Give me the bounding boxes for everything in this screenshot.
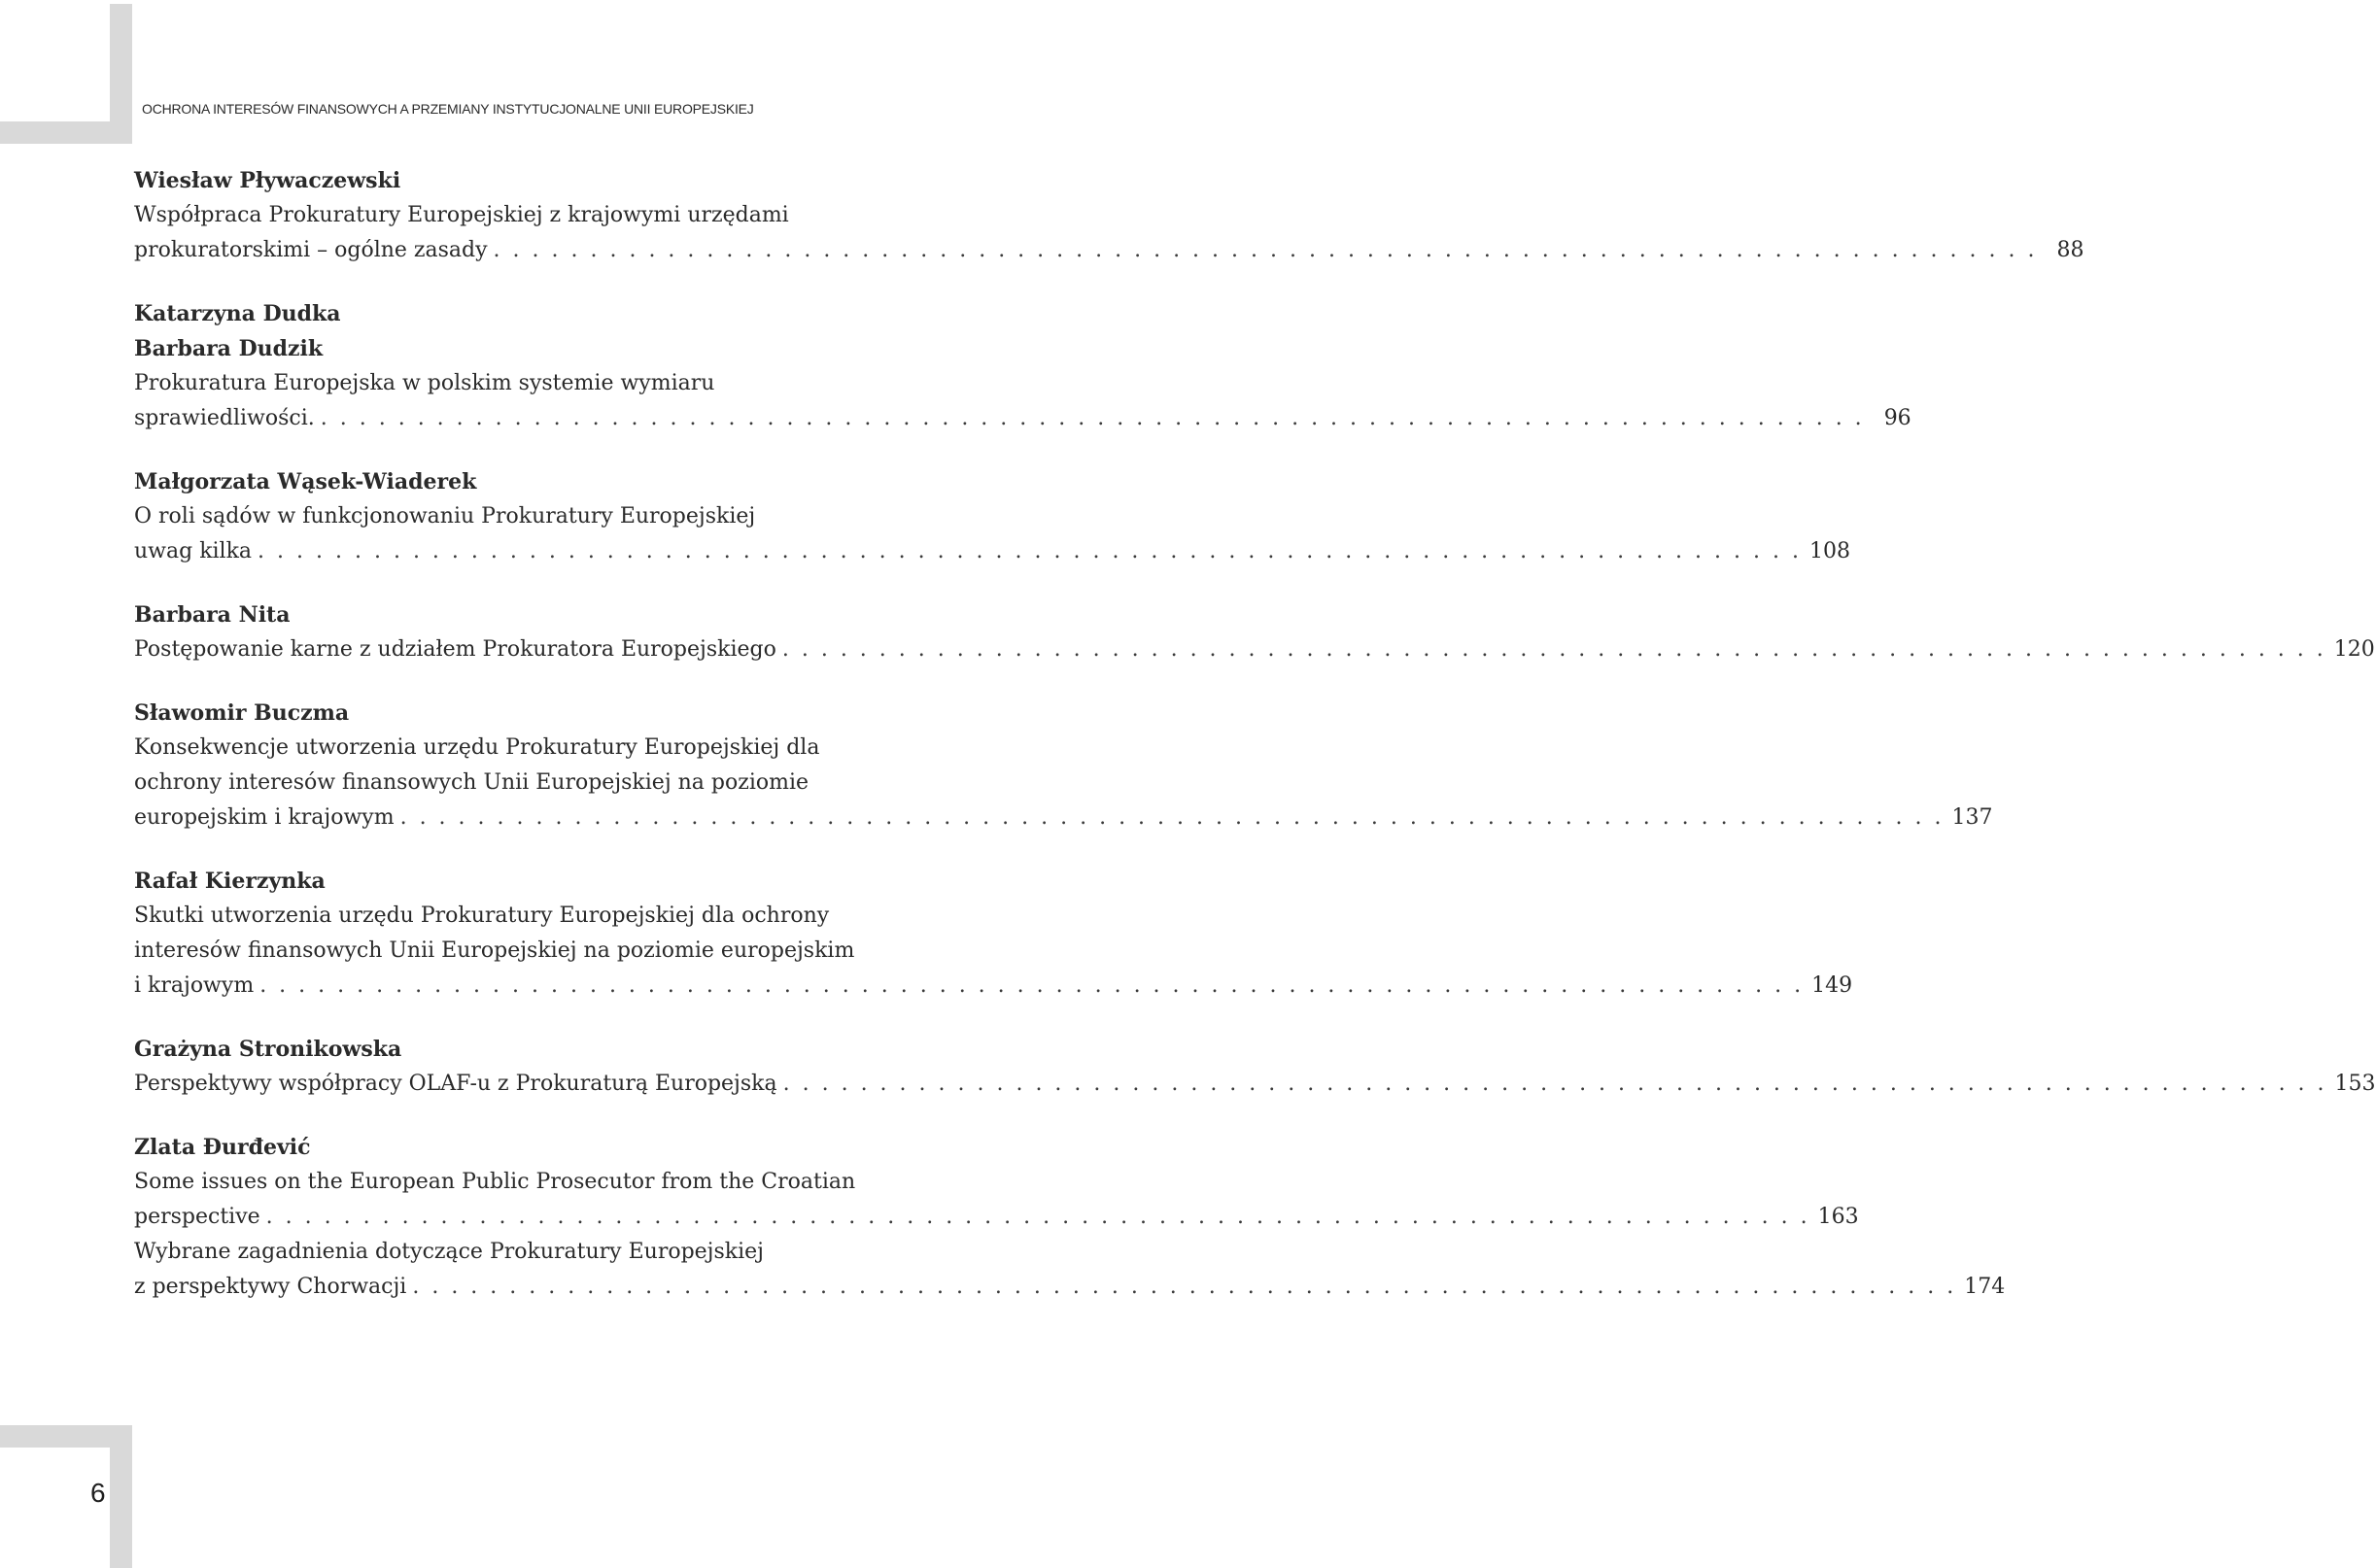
- toc-title-line: Skutki utworzenia urzędu Prokuratury Europejskiej dla ochrony: [134, 903, 830, 928]
- running-header: OCHRONA INTERESÓW FINANSOWYCH A PRZEMIANY INSTYTUCJONALNE UNII EUROPEJSKIEJ: [142, 101, 754, 117]
- toc-page-number: 174: [1964, 1275, 2006, 1299]
- toc-entry: [134, 1130, 2006, 1305]
- toc-author: Barbara Dudzik: [134, 336, 324, 361]
- toc-title-last-line: prokuratorskimi – ogólne zasady: [134, 238, 488, 262]
- toc-page-number: 120: [2333, 637, 2375, 662]
- dot-leader: . . . . . . . . . . . . . . . . . . . . . . . . . . . . . . . . . . . . . . . . . . . . . . . . . . . . . . . . . . . . . . . . . . . . . . . . . . . . . . . .: [493, 238, 2038, 262]
- toc-leader-line: [134, 233, 2084, 268]
- toc-author: Katarzyna Dudka: [134, 301, 341, 326]
- toc-author: Zlata Đurđević: [134, 1135, 311, 1160]
- toc-entry: [134, 163, 2084, 268]
- page-number: 6: [90, 1478, 106, 1508]
- toc-leader-line: [134, 969, 1853, 1004]
- toc-author: Rafał Kierzynka: [134, 869, 326, 894]
- toc-title-line: O roli sądów w funkcjonowaniu Prokuratury Europejskiej: [134, 504, 756, 528]
- toc-page-number: 137: [1951, 805, 1993, 830]
- toc-entry: [134, 464, 1850, 569]
- toc-author: Wiesław Pływaczewski: [134, 168, 401, 193]
- toc-entry: [134, 296, 1911, 436]
- toc-page-number: 149: [1811, 973, 1853, 998]
- toc-leader-line: [134, 1067, 2376, 1102]
- dot-leader: . . . . . . . . . . . . . . . . . . . . . . . . . . . . . . . . . . . . . . . . . . . . . . . . . . . . . . . . . . . . . . . . . . . . . . . . . . . . . . . .: [412, 1275, 1957, 1299]
- toc-title-line: Wybrane zagadnienia dotyczące Prokuratury Europejskiej: [134, 1240, 765, 1264]
- toc-author: Sławomir Buczma: [134, 700, 350, 726]
- toc-page-number: 88: [2056, 238, 2084, 262]
- toc-page-number: 153: [2334, 1072, 2376, 1096]
- toc-title-line: Some issues on the European Public Prosecutor from the Croatian: [134, 1170, 856, 1194]
- toc-leader-line: [134, 801, 1993, 835]
- toc-author: Grażyna Stronikowska: [134, 1037, 402, 1062]
- corner-bracket-bottom-horizontal: [0, 1425, 132, 1448]
- dot-leader: . . . . . . . . . . . . . . . . . . . . . . . . . . . . . . . . . . . . . . . . . . . . . . . . . . . . . . . . . . . . . . . . . . . . . . . . . . . . . . . .: [259, 973, 1805, 998]
- toc-entry: [134, 1032, 2376, 1102]
- dot-leader: . . . . . . . . . . . . . . . . . . . . . . . . . . . . . . . . . . . . . . . . . . . . . . . . . . . . . . . . . . . . . . . . . . . . . . . . . . . . . . . .: [265, 1205, 1810, 1229]
- toc-title-line: Konsekwencje utworzenia urzędu Prokuratury Europejskiej dla: [134, 735, 820, 760]
- toc-title-line: Współpraca Prokuratury Europejskiej z krajowymi urzędami: [134, 203, 789, 227]
- toc-page-number: 96: [1883, 406, 1911, 430]
- toc-leader-line: [134, 1270, 2006, 1305]
- toc-leader-line: [134, 401, 1911, 436]
- toc-title-last-line: perspective: [134, 1205, 260, 1229]
- toc-title-line: interesów finansowych Unii Europejskiej na poziomie europejskim: [134, 938, 855, 963]
- toc-title-last-line: Perspektywy współpracy OLAF-u z Prokuraturą Europejską: [134, 1072, 777, 1096]
- dot-leader: . . . . . . . . . . . . . . . . . . . . . . . . . . . . . . . . . . . . . . . . . . . . . . . . . . . . . . . . . . . . . . . . . . . . . . . . . . . . . . . .: [781, 637, 2326, 662]
- dot-leader: . . . . . . . . . . . . . . . . . . . . . . . . . . . . . . . . . . . . . . . . . . . . . . . . . . . . . . . . . . . . . . . . . . . . . . . . . . . . . . . .: [320, 406, 1865, 430]
- toc-entry: [134, 597, 2375, 667]
- toc-title-line: Prokuratura Europejska w polskim systemie wymiaru: [134, 371, 715, 395]
- toc-leader-line: [134, 1200, 1859, 1235]
- toc-leader-line: [134, 632, 2375, 667]
- toc-title-line: ochrony interesów finansowych Unii Europejskiej na poziomie: [134, 770, 809, 795]
- toc-author: Małgorzata Wąsek-Wiaderek: [134, 469, 477, 494]
- toc-title-last-line: Postępowanie karne z udziałem Prokuratora Europejskiego: [134, 637, 776, 662]
- toc-page-number: 163: [1817, 1205, 1859, 1229]
- toc-title-last-line: i krajowym: [134, 973, 255, 998]
- toc-entry: [134, 864, 1853, 1004]
- toc-entry: [134, 696, 1993, 835]
- toc-title-last-line: sprawiedliwości.: [134, 406, 315, 430]
- toc-title-last-line: europejskim i krajowym: [134, 805, 395, 830]
- toc-title-last-line: z perspektywy Chorwacji: [134, 1275, 407, 1299]
- table-of-contents: [134, 163, 2376, 1333]
- dot-leader: . . . . . . . . . . . . . . . . . . . . . . . . . . . . . . . . . . . . . . . . . . . . . . . . . . . . . . . . . . . . . . . . . . . . . . . . . . . . . . . .: [399, 805, 1945, 830]
- toc-author: Barbara Nita: [134, 602, 291, 628]
- toc-page-number: 108: [1808, 539, 1850, 563]
- dot-leader: . . . . . . . . . . . . . . . . . . . . . . . . . . . . . . . . . . . . . . . . . . . . . . . . . . . . . . . . . . . . . . . . . . . . . . . . . . . . . . . .: [782, 1072, 2327, 1096]
- toc-leader-line: [134, 534, 1850, 569]
- corner-bracket-top-horizontal: [0, 121, 132, 144]
- dot-leader: . . . . . . . . . . . . . . . . . . . . . . . . . . . . . . . . . . . . . . . . . . . . . . . . . . . . . . . . . . . . . . . . . . . . . . . . . . . . . . . .: [258, 539, 1802, 563]
- toc-title-last-line: uwag kilka: [134, 539, 253, 563]
